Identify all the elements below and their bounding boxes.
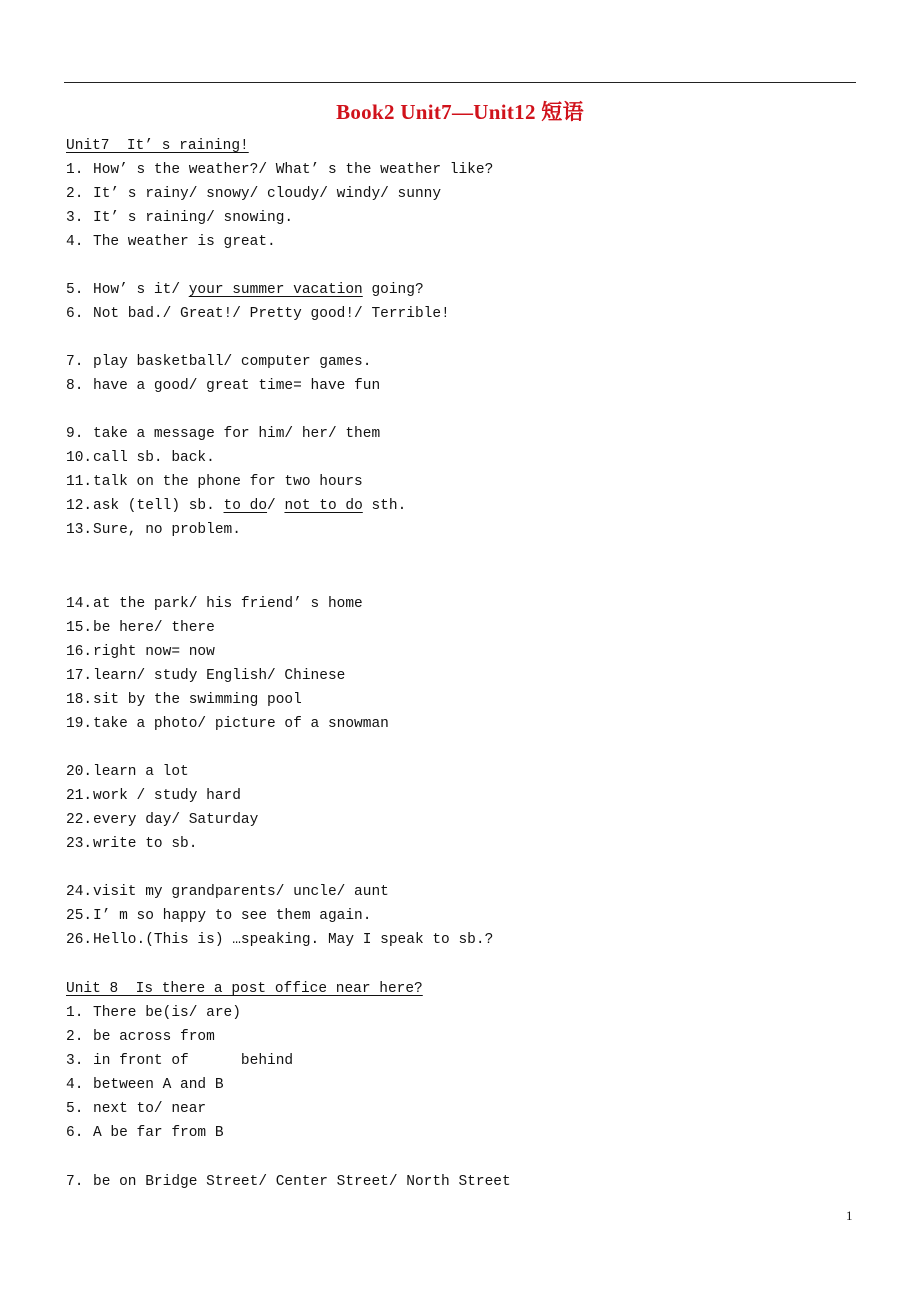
phrase-item	[66, 184, 441, 204]
unit-heading: Unit7 It’ s raining!	[66, 138, 249, 154]
phrase-item	[66, 472, 363, 492]
item-number: 4.	[66, 234, 84, 250]
item-number: 19.	[66, 716, 93, 732]
item-number: 23.	[66, 836, 93, 852]
phrase-item	[66, 1003, 241, 1023]
item-number: 22.	[66, 812, 93, 828]
item-text: It’ s rainy/ snowy/ cloudy/ windy/ sunny	[93, 186, 442, 202]
item-text: ask (tell) sb.	[93, 498, 224, 514]
phrase-item	[66, 786, 241, 806]
underlined-phrase: not to do	[284, 498, 363, 514]
item-text: be across from	[93, 1029, 215, 1045]
item-text: next to/ near	[93, 1101, 207, 1117]
item-number: 24.	[66, 884, 93, 900]
item-text: sth.	[362, 498, 407, 514]
item-number: 9.	[66, 426, 84, 442]
item-number: 25.	[66, 908, 93, 924]
item-text: It’ s raining/ snowing.	[93, 210, 294, 226]
underlined-phrase: your summer vacation	[188, 282, 363, 298]
item-text: play basketball/ computer games.	[93, 354, 372, 370]
phrase-item	[66, 352, 371, 372]
item-number: 6.	[66, 306, 84, 322]
phrase-item	[66, 834, 197, 854]
phrase-item	[66, 1051, 293, 1071]
item-number: 2.	[66, 186, 84, 202]
phrase-item	[66, 906, 371, 926]
phrase-item	[66, 520, 241, 540]
item-number: 20.	[66, 764, 93, 780]
item-text: How’ s it/	[93, 282, 189, 298]
item-text: talk on the phone for two hours	[93, 474, 363, 490]
item-text: going?	[362, 282, 424, 298]
item-text: work / study hard	[93, 788, 241, 804]
item-text: be on Bridge Street/ Center Street/ North Street	[93, 1174, 511, 1190]
item-number: 18.	[66, 692, 93, 708]
phrase-item	[66, 304, 450, 324]
phrase-item	[66, 424, 380, 444]
item-text: /	[267, 498, 285, 514]
item-number: 3.	[66, 1053, 84, 1069]
item-number: 2.	[66, 1029, 84, 1045]
item-text: sit by the swimming pool	[93, 692, 302, 708]
item-number: 17.	[66, 668, 93, 684]
item-text: have a good/ great time= have fun	[93, 378, 381, 394]
phrase-item	[66, 160, 493, 180]
item-text: write to sb.	[93, 836, 198, 852]
item-text: Not bad./ Great!/ Pretty good!/ Terrible!	[93, 306, 450, 322]
phrase-item	[66, 618, 215, 638]
item-text: Hello.(This is) …speaking. May I speak to sb.?	[93, 932, 494, 948]
phrase-item	[66, 930, 493, 950]
item-text: I’ m so happy to see them again.	[93, 908, 372, 924]
item-number: 5.	[66, 1101, 84, 1117]
item-text: take a message for him/ her/ them	[93, 426, 381, 442]
phrase-item	[66, 1172, 511, 1192]
phrase-item	[66, 1027, 215, 1047]
page-title: Book2 Unit7—Unit12 短语	[336, 100, 584, 124]
item-number: 6.	[66, 1125, 84, 1141]
item-text: every day/ Saturday	[93, 812, 259, 828]
item-text: be here/ there	[93, 620, 215, 636]
item-text: A be far from B	[93, 1125, 224, 1141]
item-number: 8.	[66, 378, 84, 394]
phrase-item	[66, 882, 389, 902]
item-number: 14.	[66, 596, 93, 612]
item-text: Sure, no problem.	[93, 522, 241, 538]
phrase-item	[66, 1099, 206, 1119]
item-number: 26.	[66, 932, 93, 948]
item-number: 12.	[66, 498, 93, 514]
item-number: 3.	[66, 210, 84, 226]
item-text: call sb. back.	[93, 450, 215, 466]
phrase-item	[66, 714, 389, 734]
phrase-item	[66, 232, 276, 252]
underlined-phrase: to do	[223, 498, 268, 514]
unit-heading: Unit 8 Is there a post office near here?	[66, 981, 423, 997]
item-text: How’ s the weather?/ What’ s the weather like?	[93, 162, 494, 178]
item-number: 11.	[66, 474, 93, 490]
item-text: The weather is great.	[93, 234, 276, 250]
item-text: at the park/ his friend’ s home	[93, 596, 363, 612]
phrase-item	[66, 594, 363, 614]
phrase-item	[66, 810, 258, 830]
item-number: 1.	[66, 162, 84, 178]
phrase-item	[66, 376, 380, 396]
phrase-item	[66, 690, 302, 710]
item-number: 4.	[66, 1077, 84, 1093]
item-number: 7.	[66, 354, 84, 370]
phrase-item	[66, 496, 406, 516]
phrase-item	[66, 448, 215, 468]
item-text: take a photo/ picture of a snowman	[93, 716, 389, 732]
item-number: 5.	[66, 282, 84, 298]
header-rule	[64, 82, 856, 83]
phrase-item	[66, 1123, 224, 1143]
item-number: 21.	[66, 788, 93, 804]
item-number: 13.	[66, 522, 93, 538]
item-text: There be(is/ are)	[93, 1005, 241, 1021]
item-number: 15.	[66, 620, 93, 636]
item-text: visit my grandparents/ uncle/ aunt	[93, 884, 389, 900]
item-text: in front of behind	[93, 1053, 294, 1069]
page-number: 1	[846, 1208, 853, 1223]
phrase-item	[66, 666, 345, 686]
item-number: 10.	[66, 450, 93, 466]
phrase-item	[66, 208, 293, 228]
phrase-item	[66, 762, 189, 782]
item-number: 1.	[66, 1005, 84, 1021]
phrase-item	[66, 280, 424, 300]
item-text: between A and B	[93, 1077, 224, 1093]
phrase-item	[66, 1075, 224, 1095]
item-number: 16.	[66, 644, 93, 660]
phrase-item	[66, 642, 215, 662]
item-number: 7.	[66, 1174, 84, 1190]
item-text: learn a lot	[93, 764, 189, 780]
item-text: learn/ study English/ Chinese	[93, 668, 346, 684]
item-text: right now= now	[93, 644, 215, 660]
